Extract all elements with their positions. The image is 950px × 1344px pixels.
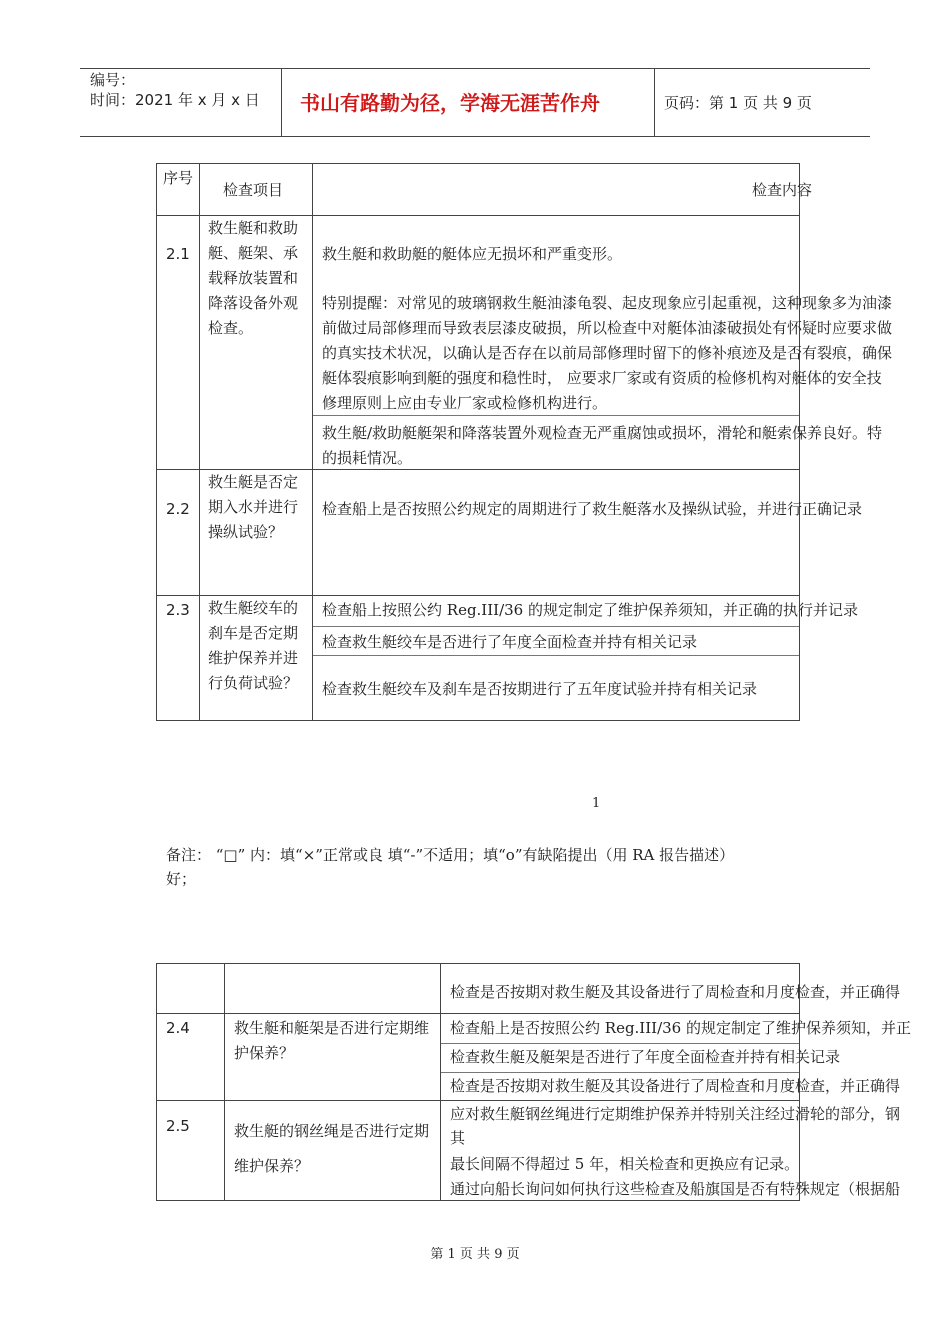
document-number-label: 编号：: [90, 71, 136, 89]
table-rule: [224, 963, 225, 1201]
note-line: 好；: [166, 870, 197, 888]
row-content: 艇体裂痕影响到艇的强度和稳性时， 应要求厂家或有资质的检修机构对艇体的安全技: [322, 369, 882, 387]
row-seq: 2.5: [166, 1117, 190, 1135]
table-rule: [440, 1072, 800, 1073]
table-rule: [156, 163, 800, 164]
row-content: 检查救生艇及艇架是否进行了年度全面检查并持有相关记录: [450, 1048, 841, 1066]
row-content: 应对救生艇钢丝绳进行定期维护保养并特别关注经过滑轮的部分，钢: [450, 1105, 901, 1123]
column-header-content: 检查内容: [752, 181, 813, 199]
row-item: 救生艇是否定期入水并进行操纵试验？: [208, 473, 299, 541]
table-rule: [312, 655, 800, 656]
table-rule: [312, 163, 313, 721]
row-content: 救生艇和救助艇的艇体应无损坏和严重变形。: [322, 245, 623, 263]
row-item: 救生艇和救助艇、艇架、承载释放装置和降落设备外观检查。: [208, 219, 299, 337]
row-seq: 2.2: [166, 500, 190, 518]
row-seq: 2.1: [166, 245, 190, 263]
row-content: 通过向船长询问如何执行这些检查及船旗国是否有特殊规定（根据船: [450, 1180, 901, 1198]
note-line: 备注： “□” 内：填“×”正常或良 填“-”不适用；填“o”有缺陷提出（用 RA 报告描述）: [166, 846, 735, 864]
table-rule: [440, 963, 441, 1201]
row-content: 前做过局部修理而导致表层漆皮破损，所以检查中对艇体油漆破损处有怀疑时应要求做: [322, 319, 893, 337]
row-content: 检查是否按期对救生艇及其设备进行了周检查和月度检查，并正确得: [450, 1077, 901, 1095]
row-content: 的损耗情况。: [322, 449, 413, 467]
column-header-seq: 序号: [162, 169, 193, 187]
table-rule: [156, 1013, 800, 1014]
page-footer: 第 1 页 共 9 页: [430, 1247, 520, 1262]
header-divider: [654, 68, 655, 136]
row-content: 检查救生艇绞车是否进行了年度全面检查并持有相关记录: [322, 633, 698, 651]
row-item: 救生艇的钢丝绳是否进行定期维护保养？: [234, 1122, 430, 1175]
table-rule: [156, 163, 157, 721]
table-rule: [312, 626, 800, 627]
table-rule: [199, 163, 200, 721]
header-divider: [281, 68, 282, 136]
row-content: 的真实技术状况，以确认是否存在以前局部修理时留下的修补痕迹及是否有裂痕，确保: [322, 344, 893, 362]
document-time-label: 时间：2021 年 x 月 x 日: [90, 91, 260, 109]
table-rule: [156, 963, 157, 1201]
row-content: 检查船上按照公约 Reg.III/36 的规定制定了维护保养须知，并正确的执行并记录: [322, 601, 858, 619]
table-rule: [156, 720, 800, 721]
column-header-item: 检查项目: [223, 181, 284, 199]
header-top-rule: [80, 68, 870, 69]
row-seq: 2.4: [166, 1019, 190, 1037]
header-bottom-rule: [80, 136, 870, 137]
header-motto: 书山有路勤为径，学海无涯苦作舟: [300, 91, 600, 115]
table-rule: [156, 963, 800, 964]
row-content: 救生艇/救助艇艇架和降落装置外观检查无严重腐蚀或损坏，滑轮和艇索保养良好。特: [322, 424, 883, 442]
table-rule: [156, 1100, 800, 1101]
row-item: 救生艇绞车的刹车是否定期维护保养并进行负荷试验？: [208, 599, 299, 692]
row-content: 检查船上是否按照公约 Reg.III/36 的规定制定了维护保养须知，并正: [450, 1019, 911, 1037]
row-item: 救生艇和艇架是否进行定期维护保养？: [234, 1019, 430, 1062]
header-page-label: 页码：第 1 页 共 9 页: [664, 94, 812, 112]
row-seq: 2.3: [166, 601, 190, 619]
table-rule: [440, 1043, 800, 1044]
row-content: 修理原则上应由专业厂家或检修机构进行。: [322, 394, 608, 412]
row-content: 检查船上是否按照公约规定的周期进行了救生艇落水及操纵试验，并进行正确记录: [322, 500, 863, 518]
row-content: 检查是否按期对救生艇及其设备进行了周检查和月度检查，并正确得: [450, 983, 901, 1001]
row-content: 特别提醒：对常见的玻璃钢救生艇油漆龟裂、起皮现象应引起重视，这种现象多为油漆: [322, 294, 893, 312]
row-content: 检查救生艇绞车及刹车是否按期进行了五年度试验并持有相关记录: [322, 680, 758, 698]
page-number: 1: [592, 796, 601, 811]
row-content: 其: [450, 1129, 466, 1147]
row-content: 最长间隔不得超过 5 年，相关检查和更换应有记录。: [450, 1155, 800, 1173]
